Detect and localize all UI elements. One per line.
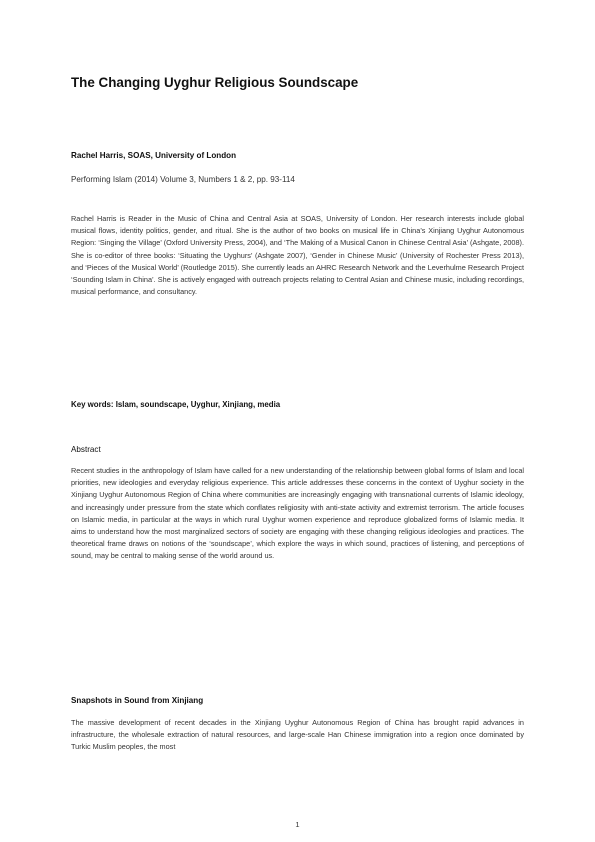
page-number: 1: [295, 820, 300, 829]
abstract-paragraph: Recent studies in the anthropology of Islam have called for a new understanding of the relationship between global forms of Islam and local priorities, new ideologies and everyday religious experience. This article addresses these concerns in the context of Uyghur society in the Xinjiang Uyghur Autonomous Region of China where communities are increasingly engaging with transnational currents of Islamic ideology, and increasingly under pressure from the state which conflates religiosity with anti-state activity and extremist terrorism. The article focuses on Islamic media, in particular at the ways in which rural Uyghur women experience and reproduce globalized forms of Islamic media. It aims to understand how the most marginalized sectors of society are engaging with these changing religious ideologies and practices. The theoretical frame draws on notions of the ‘soundscape’, which explore the ways in which sound, practices of listening, and perceptions of sound, may be central to making sense of the world around us.: [71, 466, 524, 561]
abstract-heading: Abstract: [71, 445, 101, 454]
section-heading: Snapshots in Sound from Xinjiang: [71, 696, 204, 705]
author-bio-paragraph: Rachel Harris is Reader in the Music of China and Central Asia at SOAS, University of London. Her research interests include global musical flows, identity politics, gender, and ritual. She is the author of two books on musical life in China’s Xinjiang Uyghur Autonomous Region: ‘Singing the Village’ (Oxford University Press, 2004), and ‘The Making of a Musical Canon in Chinese Central Asia’ (Ashgate, 2008). She is co-editor of three books: ‘Situating the Uyghurs’ (Ashgate 2007), ‘Gender in Chinese Music’ (University of Rochester Press 2013), and ‘Pieces of the Musical World’ (Routledge 2015). She currently leads an AHRC Research Network and the Leverhulme Research Project ‘Sounding Islam in China’. She is actively engaged with outreach projects relating to Central Asian and Chinese music, including recordings, musical performance, and consultancy.: [71, 214, 524, 297]
paper-title: The Changing Uyghur Religious Soundscape: [71, 75, 359, 90]
keywords-line: Key words: Islam, soundscape, Uyghur, Xinjiang, media: [71, 400, 281, 409]
section-paragraph: The massive development of recent decades in the Xinjiang Uyghur Autonomous Region of China has brought rapid advances in infrastructure, the wholesale extraction of natural resources, and large-scale Han Chinese immigration into a region once dominated by Turkic Muslim peoples, the most: [71, 718, 524, 752]
author-line: Rachel Harris, SOAS, University of London: [71, 151, 237, 160]
citation-line: Performing Islam (2014) Volume 3, Numbers 1 & 2, pp. 93-114: [71, 175, 295, 184]
